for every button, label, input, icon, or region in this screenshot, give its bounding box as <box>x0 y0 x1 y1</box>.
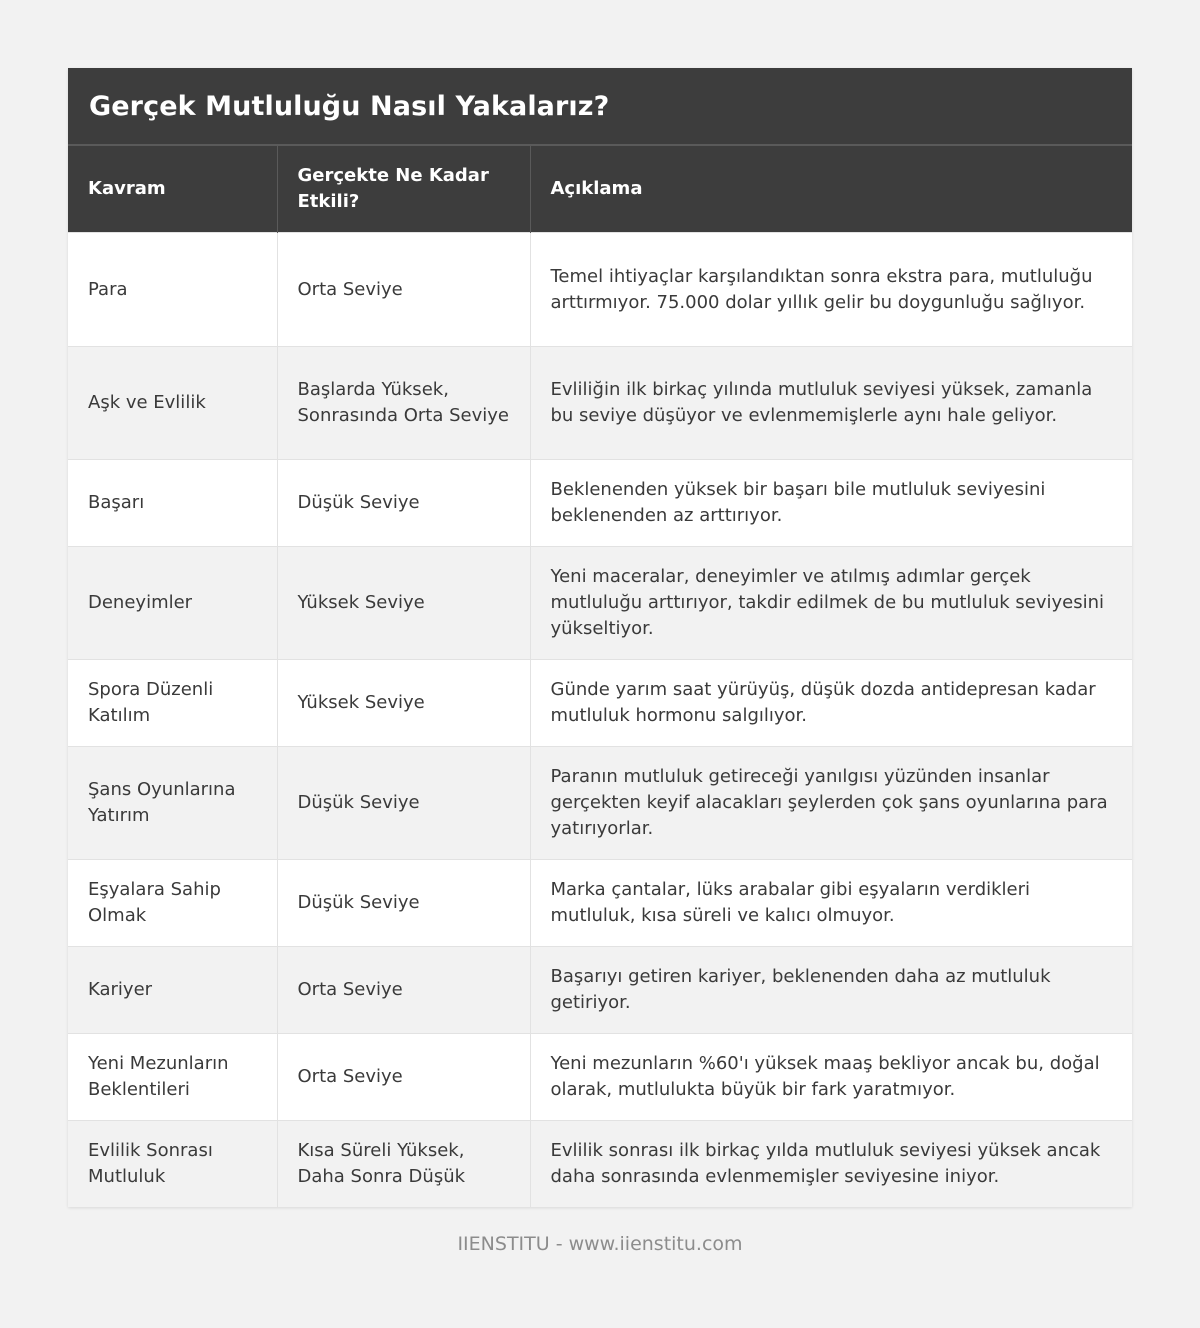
table-row <box>68 460 1132 547</box>
cell-description: Başarıyı getiren kariyer, beklenenden daha az mutluluk getiriyor. <box>530 947 1132 1034</box>
cell-concept: Kariyer <box>68 947 277 1034</box>
cell-concept: Spora Düzenli Katılım <box>68 660 277 747</box>
column-header-description: Açıklama <box>530 145 1132 233</box>
cell-concept: Deneyimler <box>68 547 277 660</box>
table-row <box>68 747 1132 860</box>
footer-credit: IIENSTITU - www.iienstitu.com <box>457 1233 743 1255</box>
cell-concept: Yeni Mezunların Beklentileri <box>68 1034 277 1121</box>
cell-effect: Düşük Seviye <box>277 747 530 860</box>
table-row <box>68 660 1132 747</box>
cell-concept: Başarı <box>68 460 277 547</box>
column-header-concept: Kavram <box>68 145 277 233</box>
cell-description: Evlilik sonrası ilk birkaç yılda mutluluk seviyesi yüksek ancak daha sonrasında evlenmemişler seviyesine iniyor. <box>530 1121 1132 1207</box>
table-row <box>68 947 1132 1034</box>
cell-concept: Evlilik Sonrası Mutluluk <box>68 1121 277 1207</box>
cell-concept: Şans Oyunlarına Yatırım <box>68 747 277 860</box>
table-row <box>68 860 1132 947</box>
cell-effect: Düşük Seviye <box>277 460 530 547</box>
cell-description: Paranın mutluluk getireceği yanılgısı yüzünden insanlar gerçekten keyif alacakları şeylerden çok şans oyunlarına para yatırıyorlar. <box>530 747 1132 860</box>
cell-effect: Kısa Süreli Yüksek, Daha Sonra Düşük <box>277 1121 530 1207</box>
cell-effect: Yüksek Seviye <box>277 547 530 660</box>
table-card <box>68 68 1132 1207</box>
cell-concept: Aşk ve Evlilik <box>68 347 277 460</box>
cell-description: Yeni maceralar, deneyimler ve atılmış adımlar gerçek mutluluğu arttırıyor, takdir edilmek de bu mutluluk seviyesini yükseltiyor. <box>530 547 1132 660</box>
cell-effect: Orta Seviye <box>277 233 530 347</box>
cell-concept: Para <box>68 233 277 347</box>
cell-effect: Orta Seviye <box>277 947 530 1034</box>
table-row <box>68 233 1132 347</box>
table-row <box>68 347 1132 460</box>
title-bar <box>68 68 1132 144</box>
cell-description: Evliliğin ilk birkaç yılında mutluluk seviyesi yüksek, zamanla bu seviye düşüyor ve evlenmemişlerle aynı hale geliyor. <box>530 347 1132 460</box>
happiness-table <box>68 144 1132 1207</box>
cell-concept: Eşyalara Sahip Olmak <box>68 860 277 947</box>
cell-description: Beklenenden yüksek bir başarı bile mutluluk seviyesini beklenenden az arttırıyor. <box>530 460 1132 547</box>
cell-description: Temel ihtiyaçlar karşılandıktan sonra ekstra para, mutluluğu arttırmıyor. 75.000 dolar yıllık gelir bu doygunluğu sağlıyor. <box>530 233 1132 347</box>
cell-description: Günde yarım saat yürüyüş, düşük dozda antidepresan kadar mutluluk hormonu salgılıyor. <box>530 660 1132 747</box>
table-row <box>68 1121 1132 1207</box>
cell-effect: Orta Seviye <box>277 1034 530 1121</box>
cell-effect: Yüksek Seviye <box>277 660 530 747</box>
cell-description: Yeni mezunların %60'ı yüksek maaş bekliyor ancak bu, doğal olarak, mutlulukta büyük bir fark yaratmıyor. <box>530 1034 1132 1121</box>
table-row <box>68 547 1132 660</box>
cell-effect: Düşük Seviye <box>277 860 530 947</box>
table-row <box>68 1034 1132 1121</box>
page-title: Gerçek Mutluluğu Nasıl Yakalarız? <box>89 90 610 122</box>
cell-description: Marka çantalar, lüks arabalar gibi eşyaların verdikleri mutluluk, kısa süreli ve kalıcı olmuyor. <box>530 860 1132 947</box>
column-header-effect: Gerçekte Ne Kadar Etkili? <box>277 145 530 233</box>
cell-effect: Başlarda Yüksek, Sonrasında Orta Seviye <box>277 347 530 460</box>
table-header-row <box>68 145 1132 233</box>
